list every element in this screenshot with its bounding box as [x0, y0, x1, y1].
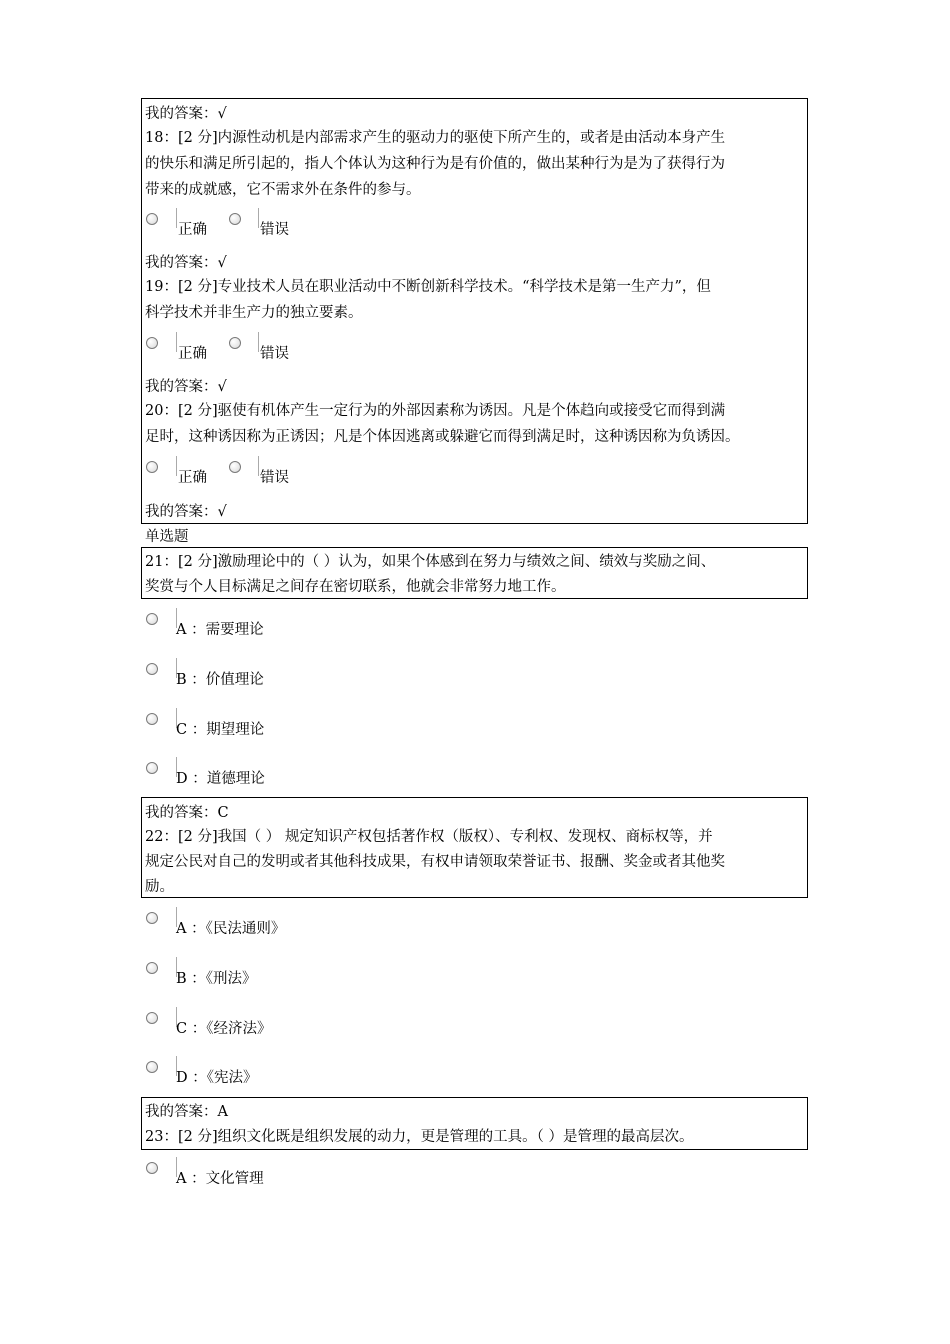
q18-option-wrong-label[interactable]: 错误: [260, 222, 289, 238]
q23-option-a-label[interactable]: A ：文化管理: [176, 1171, 264, 1187]
q21-option-a-label[interactable]: A ：需要理论: [176, 622, 264, 638]
answer-q18: 我的答案：√: [145, 255, 227, 271]
question-18-line-1: 18：[2 分]内源性动机是内部需求产生的驱动力的驱使下所产生的，或者是由活动本身产生: [145, 130, 726, 146]
q22-option-c-label[interactable]: C ：《经济法》: [176, 1021, 272, 1037]
question-23-line-1: 23：[2 分]组织文化既是组织发展的动力，更是管理的工具。（ ）是管理的最高层次。: [145, 1129, 694, 1145]
q21-option-b-label[interactable]: B ：价值理论: [176, 672, 264, 688]
question-21-line-2: 奖赏与个人目标满足之间存在密切联系，他就会非常努力地工作。: [145, 579, 566, 595]
q18-option-correct-label[interactable]: 正确: [178, 222, 207, 238]
divider: [258, 208, 259, 228]
question-21-line-1: 21：[2 分]激励理论中的（ ）认为，如果个体感到在努力与绩效之间、绩效与奖励之间、: [145, 554, 716, 570]
q21-radio-b[interactable]: [146, 663, 158, 675]
question-22-line-1: 22：[2 分]我国（ ） 规定知识产权包括著作权（版权）、专利权、发现权、商标权等，并: [145, 829, 713, 845]
divider: [176, 208, 177, 228]
divider: [258, 456, 259, 476]
answer-q19: 我的答案：√: [145, 379, 227, 395]
question-18-line-2: 的快乐和满足所引起的，指人个体认为这种行为是有价值的，做出某种行为是为了获得行为: [145, 156, 725, 172]
question-19-line-1: 19：[2 分]专业技术人员在职业活动中不断创新科学技术。“科学技术是第一生产力”，但: [145, 279, 711, 295]
q18-radio-wrong[interactable]: [229, 213, 241, 225]
answer-q17: 我的答案：√: [145, 106, 227, 122]
question-20-line-1: 20：[2 分]驱使有机体产生一定行为的外部因素称为诱因。凡是个体趋向或接受它而得到满: [145, 403, 726, 419]
q19-radio-correct[interactable]: [146, 337, 158, 349]
q22-radio-d[interactable]: [146, 1061, 158, 1073]
divider: [176, 332, 177, 352]
question-block-22: [141, 797, 808, 898]
divider: [258, 332, 259, 352]
answer-q22: 我的答案：A: [145, 1104, 228, 1120]
q20-option-wrong-label[interactable]: 错误: [260, 470, 289, 486]
q21-option-c-label[interactable]: C ：期望理论: [176, 722, 265, 738]
section-title: 单选题: [145, 529, 189, 545]
answer-q21: 我的答案：C: [145, 805, 229, 821]
question-18-line-3: 带来的成就感，它不需求外在条件的参与。: [145, 182, 421, 198]
q19-radio-wrong[interactable]: [229, 337, 241, 349]
q19-option-correct-label[interactable]: 正确: [178, 346, 207, 362]
question-22-line-2: 规定公民对自己的发明或者其他科技成果，有权申请领取荣誉证书、报酬、奖金或者其他奖: [145, 854, 725, 870]
q20-option-correct-label[interactable]: 正确: [178, 470, 207, 486]
q21-radio-a[interactable]: [146, 613, 158, 625]
q22-option-a-label[interactable]: A ：《民法通则》: [176, 921, 286, 937]
q18-radio-correct[interactable]: [146, 213, 158, 225]
question-22-line-3: 励。: [145, 879, 174, 895]
q22-radio-b[interactable]: [146, 962, 158, 974]
q21-radio-d[interactable]: [146, 762, 158, 774]
question-19-line-2: 科学技术并非生产力的独立要素。: [145, 305, 363, 321]
answer-q20: 我的答案：√: [145, 504, 227, 520]
q23-radio-a[interactable]: [146, 1162, 158, 1174]
divider: [176, 456, 177, 476]
q21-option-d-label[interactable]: D ：道德理论: [176, 771, 265, 787]
q22-radio-a[interactable]: [146, 912, 158, 924]
q22-option-b-label[interactable]: B ：《刑法》: [176, 971, 257, 987]
q22-option-d-label[interactable]: D ：《宪法》: [176, 1070, 258, 1086]
q20-radio-correct[interactable]: [146, 461, 158, 473]
q20-radio-wrong[interactable]: [229, 461, 241, 473]
q21-radio-c[interactable]: [146, 713, 158, 725]
question-20-line-2: 足时，这种诱因称为正诱因；凡是个体因逃离或躲避它而得到满足时，这种诱因称为负诱因。: [145, 429, 740, 445]
q19-option-wrong-label[interactable]: 错误: [260, 346, 289, 362]
q22-radio-c[interactable]: [146, 1012, 158, 1024]
